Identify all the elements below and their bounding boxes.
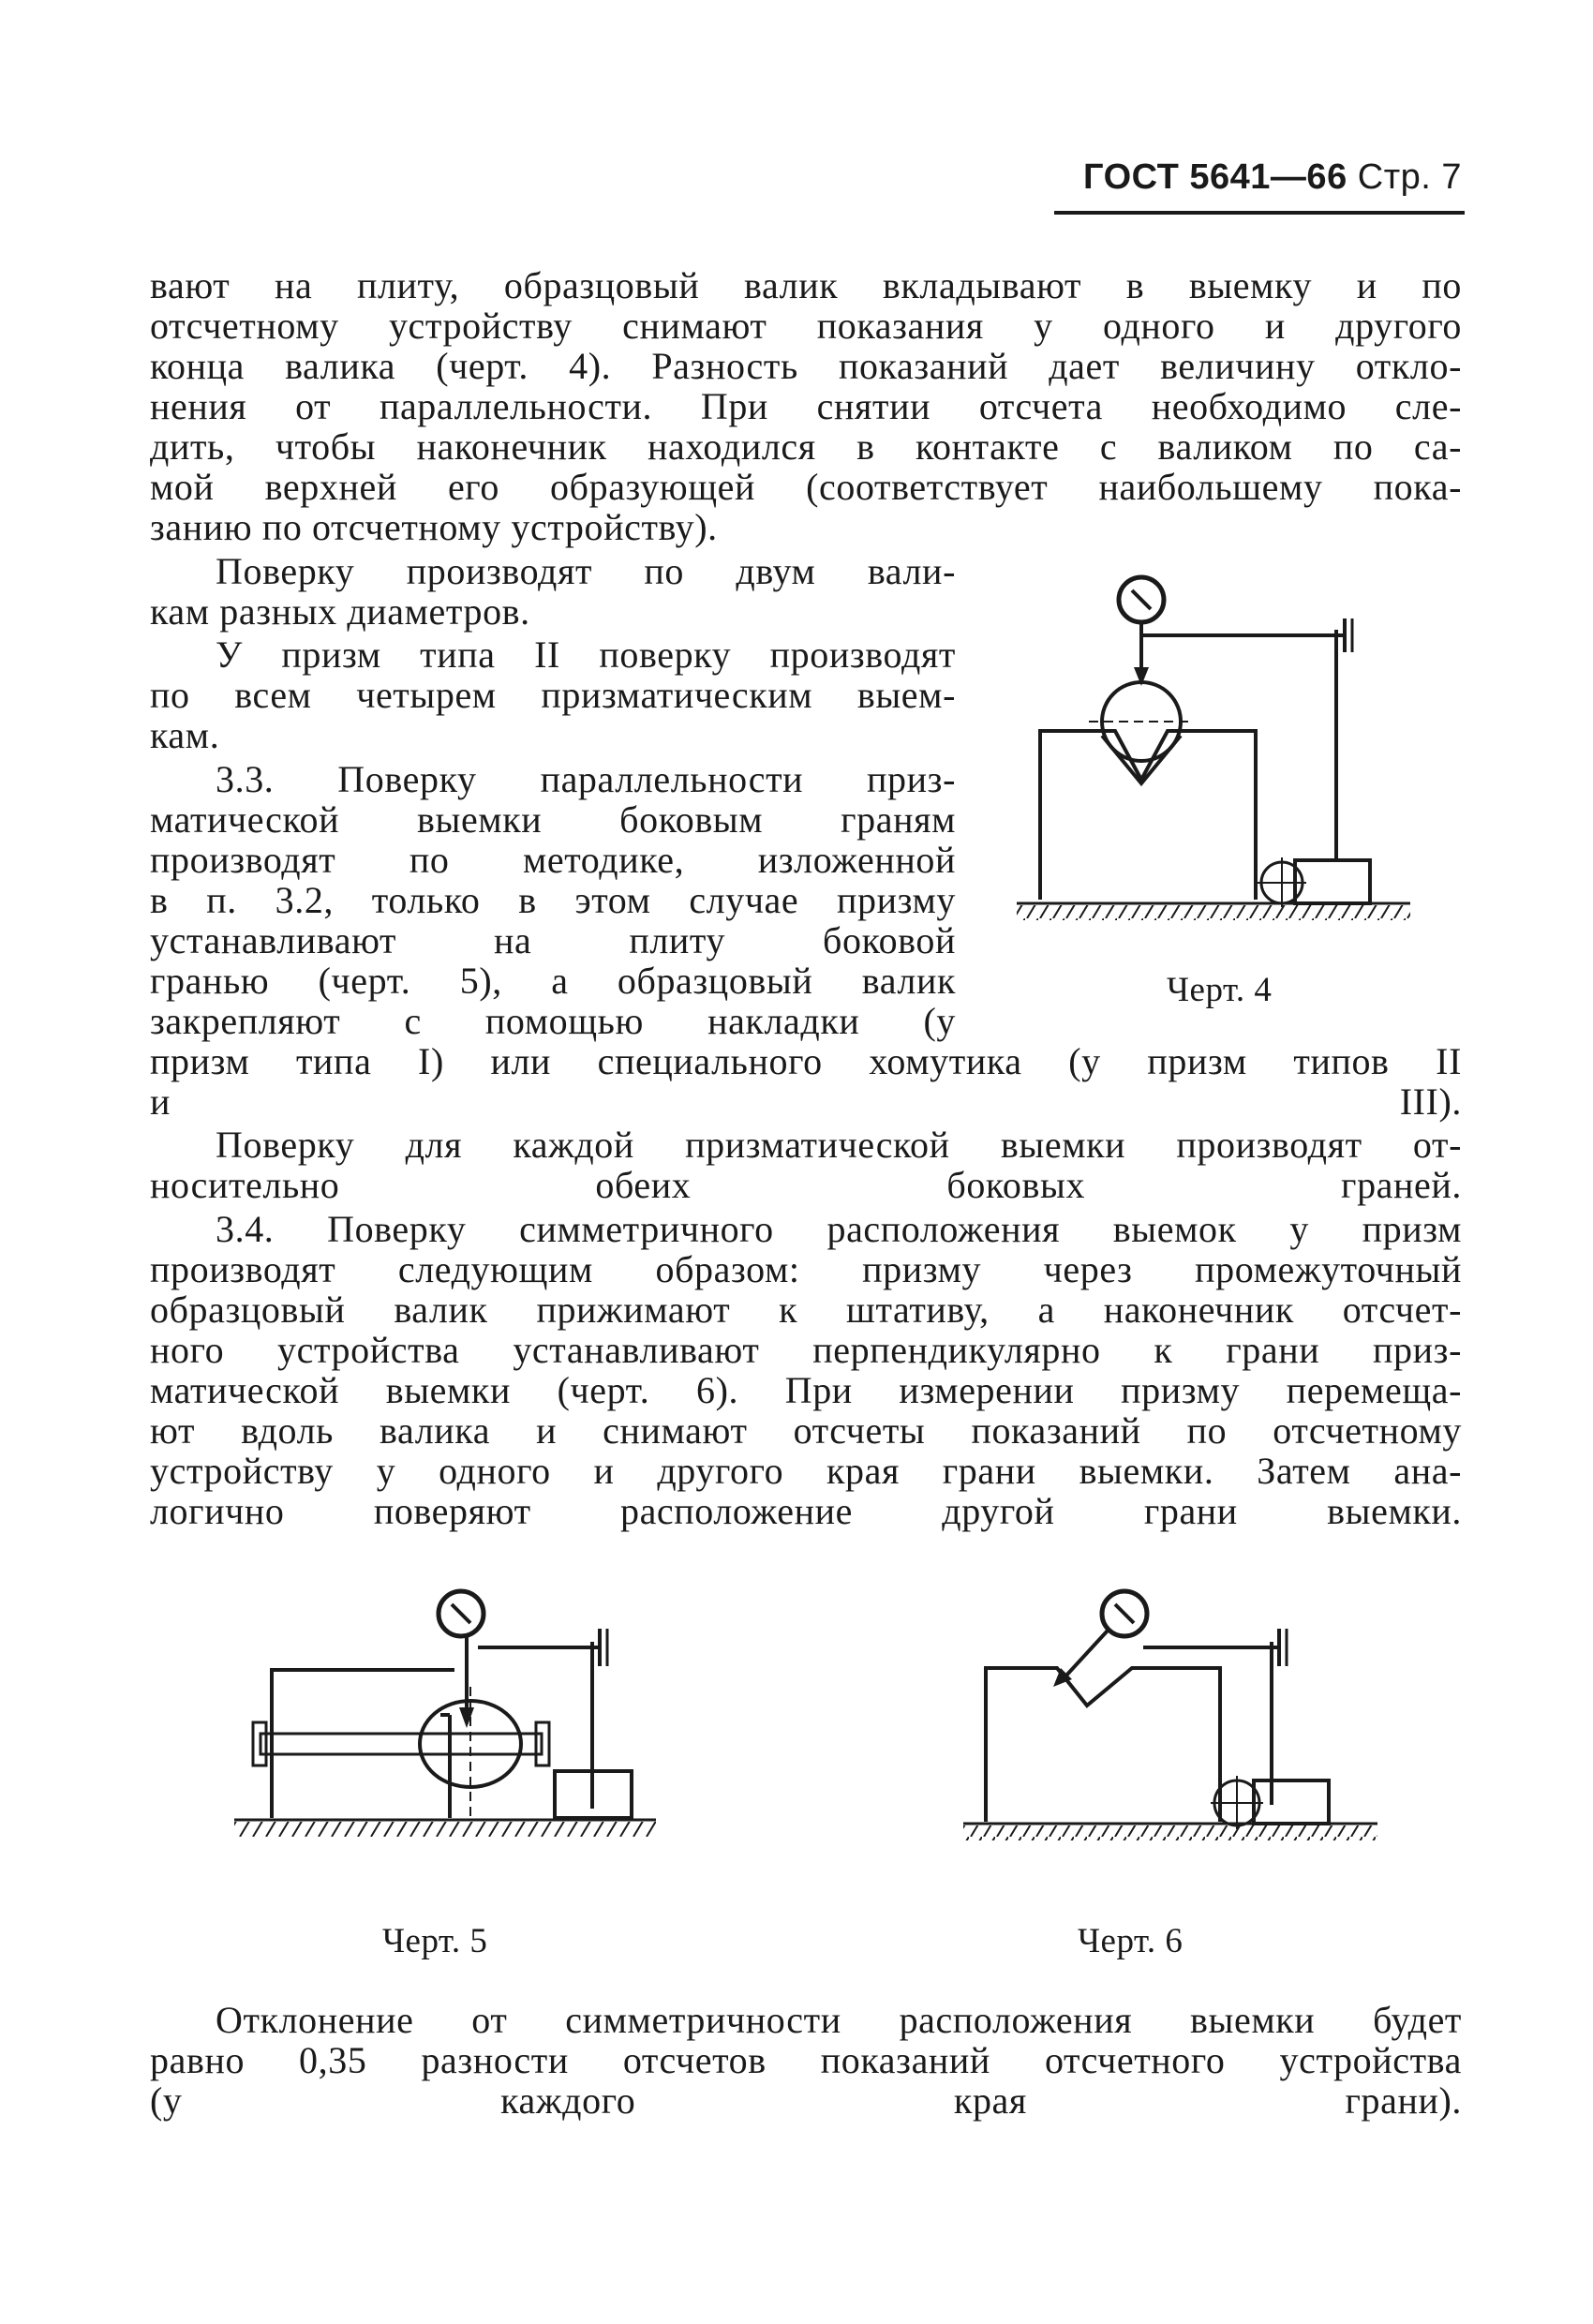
text-line: в п. 3.2, только в этом случае призму [150,879,956,921]
text-line: гранью (черт. 5), а образцовый валик [150,960,956,1002]
text-line: Отклонение от симметричности расположения выемки будет [216,1999,1462,2041]
standard-number: ГОСТ 5641—66 [1083,157,1347,197]
paragraph-1 [150,265,1462,547]
paragraph-5-first [216,1125,1462,1165]
text-line: вают на плиту, образцовый валик вкладывают в выемку и по [150,264,1462,306]
paragraph-2 [216,551,956,591]
figure-6-drawing [956,1574,1387,1893]
text-line: устройству у одного и другого края грани выемки. Затем ана- [150,1450,1462,1492]
text-line: занию по отсчетному устройству). [150,506,718,548]
text-line: кам разных диаметров. [150,590,530,633]
page-number: Стр. 7 [1357,157,1462,197]
paragraph-7-first [216,2000,1462,2040]
text-line: У призм типа II поверку производят [216,633,956,676]
text-line: устанавливают на плиту боковой [150,919,956,961]
paragraph-4-wide [150,1041,1462,1122]
paragraph-3-cont [150,675,956,755]
paragraph-5-cont [150,1165,1462,1205]
text-line: нения от параллельности. При снятии отсчета необходимо сле- [150,385,1462,427]
paragraph-3 [216,634,956,675]
figure-6-caption: Черт. 6 [1078,1922,1184,1960]
figure-5-drawing [225,1574,665,1893]
figure-5-caption: Черт. 5 [382,1922,488,1960]
paragraph-4-first [216,759,956,799]
text-line: по всем четырем призматическим выем- [150,674,956,716]
text-line: конца валика (черт. 4). Разность показаний дает величину откло- [150,345,1462,387]
text-line: носительно обеих боковых граней. [150,1164,1462,1206]
text-line: логично поверяют расположение другой грани выемки. [150,1490,1462,1532]
text-line: производят по методике, изложенной [150,839,956,881]
text-line: матической выемки (черт. 6). При измерении призму перемеща- [150,1369,1462,1411]
header-rule [1054,211,1465,215]
text-line: кам. [150,714,220,756]
text-line: производят следующим образом: призму через промежуточный [150,1248,1462,1290]
page-header [1059,157,1462,198]
text-line: отсчетному устройству снимают показания у одного и другого [150,305,1462,347]
figure-4-caption: Черт. 4 [1167,971,1273,1009]
text-line: 3.3. Поверку параллельности приз- [216,758,956,800]
text-line: Поверку для каждой призматической выемки производят от- [216,1124,1462,1166]
text-line: равно 0,35 разности отсчетов показаний отсчетного устройства [150,2039,1462,2081]
text-line: призм типа I) или специального хомутика (у призм типов II [150,1040,1462,1082]
text-line: матической выемки боковым граням [150,798,956,841]
text-line: 3.4. Поверку симметричного расположения выемок у призм [216,1208,1462,1250]
paragraph-4-narrow [150,799,956,1041]
paragraph-2-end [150,591,956,632]
paragraph-7-cont [150,2040,1462,2121]
text-line: образцовый валик прижимают к штативу, а наконечник отсчет- [150,1289,1462,1331]
paragraph-6-cont [150,1249,1462,1531]
text-line: дить, чтобы наконечник находился в контакте с валиком по са- [150,425,1462,468]
text-line: и III). [150,1080,1462,1123]
text-line: Поверку производят по двум вали- [216,550,956,592]
figure-4-drawing [1012,562,1415,956]
text-line: ного устройства устанавливают перпендикулярно к грани приз- [150,1329,1462,1371]
text-line: мой верхней его образующей (соответствует наибольшему пока- [150,466,1462,508]
text-line: закрепляют с помощью накладки (у [150,1000,956,1042]
text-line: ют вдоль валика и снимают отсчеты показаний по отсчетному [150,1409,1462,1452]
paragraph-6-first [216,1209,1462,1249]
text-line: (у каждого края грани). [150,2079,1462,2122]
